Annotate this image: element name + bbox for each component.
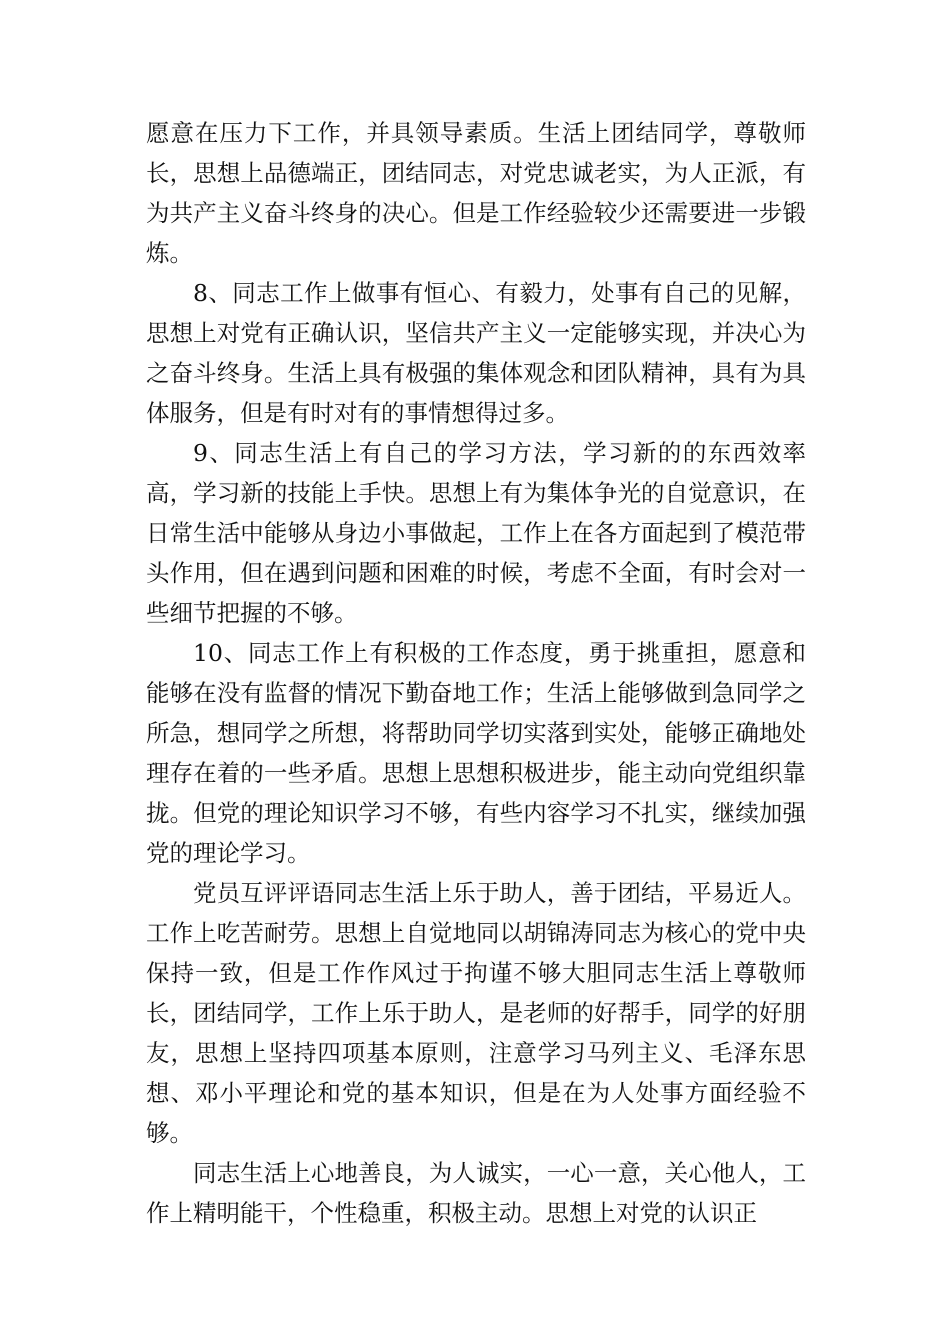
paragraph-item-9: 9、同志生活上有自己的学习方法，学习新的的东西效率高，学习新的技能上手快。思想上有为集体争光的自觉意识，在日常生活中能够从身边小事做起，工作上在各方面起到了模范带头作用，但在遇到问题和困难的时候，考虑不全面，有时会对一些细节把握的不够。: [146, 439, 806, 627]
paragraph-item-8: 8、同志工作上做事有恒心、有毅力，处事有自己的见解，思想上对党有正确认识，坚信共产主义一定能够实现，并决心为之奋斗终身。生活上具有极强的集体观念和团队精神，具有为具体服务，但是有时对有的事情想得过多。: [146, 279, 806, 427]
paragraph-continuation: 愿意在压力下工作，并具领导素质。生活上团结同学，尊敬师长，思想上品德端正，团结同志，对党忠诚老实，为人正派，有为共产主义奋斗终身的决心。但是工作经验较少还需要进一步锻炼。: [146, 119, 806, 267]
paragraph-final: 同志生活上心地善良，为人诚实，一心一意，关心他人，工作上精明能干，个性稳重，积极主动。思想上对党的认识正: [146, 1159, 806, 1227]
paragraph-peer-review: 党员互评评语同志生活上乐于助人，善于团结，平易近人。工作上吃苦耐劳。思想上自觉地同以胡锦涛同志为核心的党中央保持一致，但是工作作风过于拘谨不够大胆同志生活上尊敬师长，团结同学，工作上乐于助人，是老师的好帮手，同学的好朋友，思想上坚持四项基本原则，注意学习马列主义、毛泽东思想、邓小平理论和党的基本知识，但是在为人处事方面经验不够。: [146, 879, 806, 1147]
paragraph-item-10: 10、同志工作上有积极的工作态度，勇于挑重担，愿意和能够在没有监督的情况下勤奋地工作；生活上能够做到急同学之所急，想同学之所想，将帮助同学切实落到实处，能够正确地处理存在着的一些矛盾。思想上思想积极进步，能主动向党组织靠拢。但党的理论知识学习不够，有些内容学习不扎实，继续加强党的理论学习。: [146, 639, 806, 867]
document-body: [146, 113, 806, 1233]
